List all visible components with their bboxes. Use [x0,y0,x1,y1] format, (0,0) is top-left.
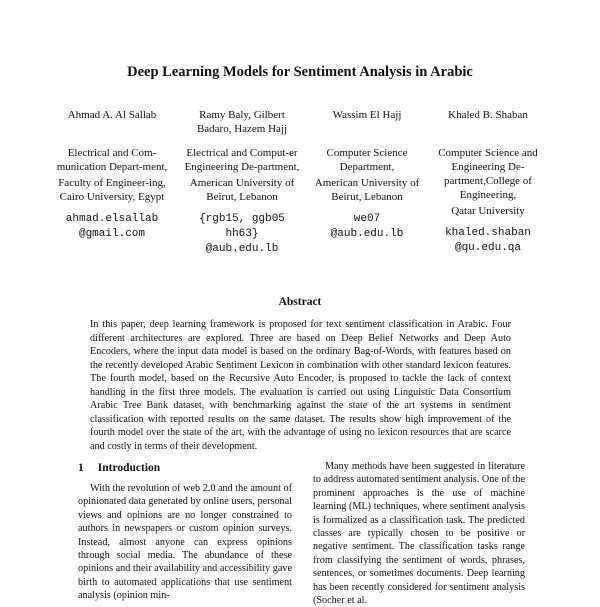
affiliation-line: Electrical and Com-munication Depart-ment, [56,147,168,173]
author-4 [428,108,548,256]
email-line: we07 [353,213,381,225]
email-line: {rgb15, ggb05 [199,213,285,225]
author-name: Ramy Baly, Gilbert Badaro, Hazem Hajj [196,109,288,135]
author-1 [52,108,172,242]
email-line: khaled.shaban [445,227,531,239]
affiliation-line: Electrical and Comput-er Engineering De-partment, [184,147,300,173]
paper-title: Deep Learning Models for Sentiment Analysis in Arabic [127,64,473,80]
abstract-text: In this paper, deep learning framework is proposed for text sentiment classification in Arabic. Four different architectures are explored. Three are based on Deep Belief Networks and Deep Auto Encoders, where the input data model is based on the ordinary Bag-of-Words, with features based on the recently developed Arabic Sentiment Lexicon in combination with other standard lexicon features. The fourth model, based on the Recursive Auto Encoder, is proposed to tackle the lack of context handling in the first three models. The evaluation is carried out using Linguistic Data Consortium Arabic Tree Bank dataset, with benchmarking against the state of the art systems in sentiment classification with reported results on the same dataset. The results show high improvement of the fourth model over the state of the art, with the advantage of using no lexicon resources that are scarce and costly in terms of their development. [90,319,511,452]
section-heading [78,462,160,474]
author-affiliation [182,146,302,204]
section-title: Introduction [97,462,161,474]
affiliation-line: American University of Beirut, Lebanon [314,177,420,203]
author-email [428,226,548,256]
affiliation-line: Faculty of Engineer-ing, Cairo University, Egypt [58,177,166,203]
author-name: Ahmad A. Al Sallab [67,109,157,121]
section-number: 1 [78,462,84,474]
email-line: @gmail.com [78,228,145,240]
author-email [307,212,427,242]
right-column-text: Many methods have been suggested in literature to address automated sentiment analysis. One of the prominent approaches is the use of machine learning (ML) techniques, where sentiment analysis is formalized as a classification task. The predicted classes are typically chosen to be positive or negative sentiment. The classification tasks range from classifying the sentiment of words, phrases, sentences, or sometimes documents. Deep learning has been recently considered for sentiment analysis (Socher et al. [313,461,525,607]
email-line: @aub.edu.lb [330,228,404,240]
author-email [52,212,172,242]
affiliation-line: American University of Beirut, Lebanon [189,177,295,203]
author-affiliation [428,146,548,218]
affiliation-line: Qatar University [451,205,525,217]
author-affiliation [307,146,427,204]
author-name: Khaled B. Shaban [448,109,528,121]
affiliation-line: Computer Science and Engineering De-partment,College of Engineering, [438,147,538,201]
email-line: ahmad.elsallab [65,213,159,225]
left-column-text: With the revolution of web 2.0 and the amount of opinionated data generated by online users, personal views and opinions are no longer constrained to authors in newspapers or custom opinion surveys. Instead, almost anyone can express opinions through social media. The abundance of these opinions and their availability and accessibility gave birth to automated applications that use sentiment analysis (opinion min- [78,483,292,602]
author-email [182,212,302,257]
email-line: @qu.edu.qa [454,242,521,254]
affiliation-line: Computer Science Department, [326,147,408,173]
email-line: @aub.edu.lb [205,243,279,255]
author-2 [182,108,302,257]
author-affiliation [52,146,172,204]
abstract-heading: Abstract [278,296,322,308]
author-3 [307,108,427,242]
author-name: Wassim El Hajj [332,109,402,121]
email-line: hh63} [225,228,259,240]
